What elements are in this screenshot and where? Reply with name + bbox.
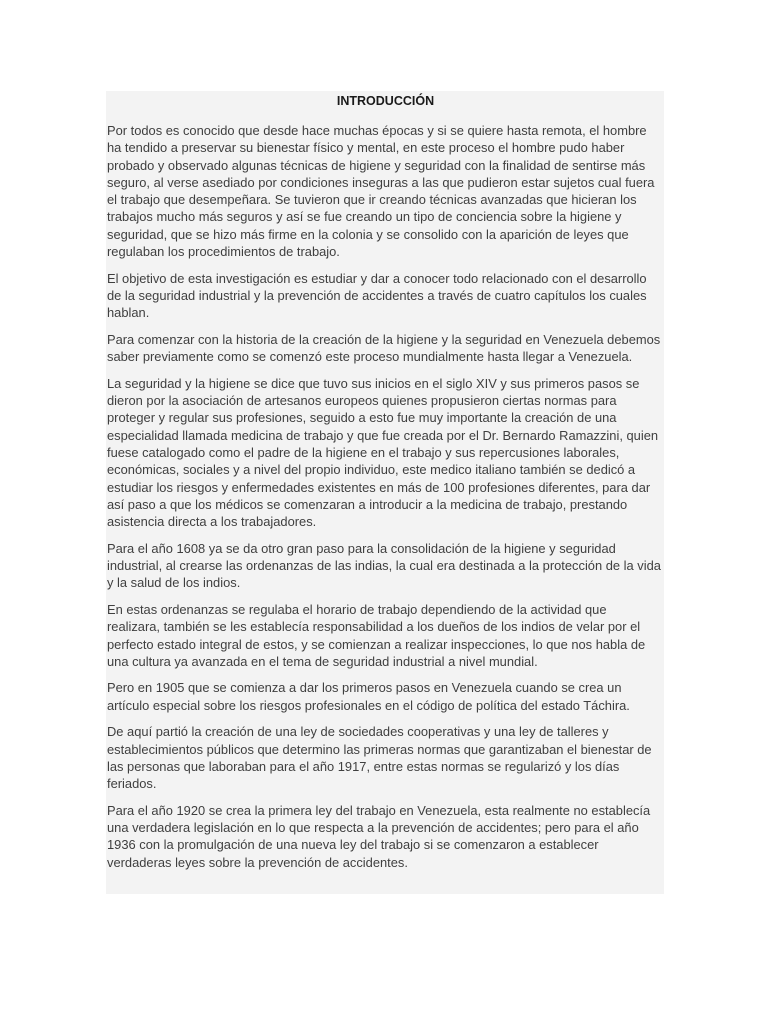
paragraph-7: Pero en 1905 que se comienza a dar los primeros pasos en Venezuela cuando se crea un artículo especial sobre los riesgos profesionales en el código de política del estado Táchira.	[107, 680, 630, 713]
paragraph-5: Para el año 1608 ya se da otro gran paso para la consolidación de la higiene y seguridad industrial, al crearse las ordenanzas de las indias, la cual era destinada a la protección de la vida y la salud de los indios.	[107, 540, 661, 591]
document-title: INTRODUCCIÓN	[336, 94, 435, 108]
paragraph-3: Para comenzar con la historia de la creación de la higiene y la seguridad en Venezuela debemos saber previamente como se comenzó este proceso mundialmente hasta llegar a Venezuela.	[107, 331, 661, 365]
paragraph-9: Para el año 1920 se crea la primera ley del trabajo en Venezuela, esta realmente no establecía una verdadera legislación en lo que respecta a la prevención de accidentes; pero para el año 1936 con la promulgación de una nueva ley del trabajo si se comenzaron a establecer verdaderas leyes sobre la prevención de accidentes.	[107, 802, 651, 870]
paragraph-1: Por todos es conocido que desde hace muchas épocas y si se quiere hasta remota, el hombre ha tendido a preservar su bienestar físico y mental, en este proceso el hombre pudo haber probado y observado algunas técnicas de higiene y seguridad con la finalidad de sentirse más seguro, al verse asediado por condiciones inseguras a las que pudieron estar sujetos cual fuera el trabajo que desempeñara. Se tuvieron que ir creando técnicas avanzadas que hicieran los trabajos mucho más seguros y así se fue creando un tipo de conciencia sobre la higiene y seguridad, que se hizo más firme en la colonia y se consolido con la aparición de leyes que regulaban los procedimientos de trabajo.	[107, 123, 655, 260]
paragraph-8: De aquí partió la creación de una ley de sociedades cooperativas y una ley de talleres y establecimientos públicos que determino las primeras normas que garantizaban el bienestar de las personas que laboraban para el año 1917, entre estas normas se regularizó y los días feriados.	[107, 724, 652, 792]
document-text-block	[106, 91, 664, 894]
paragraph-2: El objetivo de esta investigación es estudiar y dar a conocer todo relacionado con el desarrollo de la seguridad industrial y la prevención de accidentes a través de cuatro capítulos los cuales hablan.	[107, 270, 647, 321]
paragraph-6: En estas ordenanzas se regulaba el horario de trabajo dependiendo de la actividad que realizara, también se les establecía responsabilidad a los dueños de los indios de velar por el perfecto estado integral de estos, y se comienzan a realizar inspecciones, lo que nos habla de una cultura ya avanzada en el tema de seguridad industrial a nivel mundial.	[107, 601, 646, 669]
paragraph-4: La seguridad y la higiene se dice que tuvo sus inicios en el siglo XIV y sus primeros pasos se dieron por la asociación de artesanos europeos quienes propusieron ciertas normas para proteger y regular sus profesiones, seguido a esto fue muy importante la creación de una especialidad llamada medicina de trabajo y que fue creada por el Dr. Bernardo Ramazzini, quien fuese catalogado como el padre de la higiene en el trabajo y sus repercusiones laborales, económicas, sociales y a nivel del propio individuo, este medico italiano también se dedicó a estudiar los riesgos y enfermedades existentes en más de 100 profesiones diferentes, para dar así paso a que los médicos se comenzaran a introducir a la medicina de trabajo, prestando asistencia directa a los trabajadores.	[107, 375, 659, 530]
